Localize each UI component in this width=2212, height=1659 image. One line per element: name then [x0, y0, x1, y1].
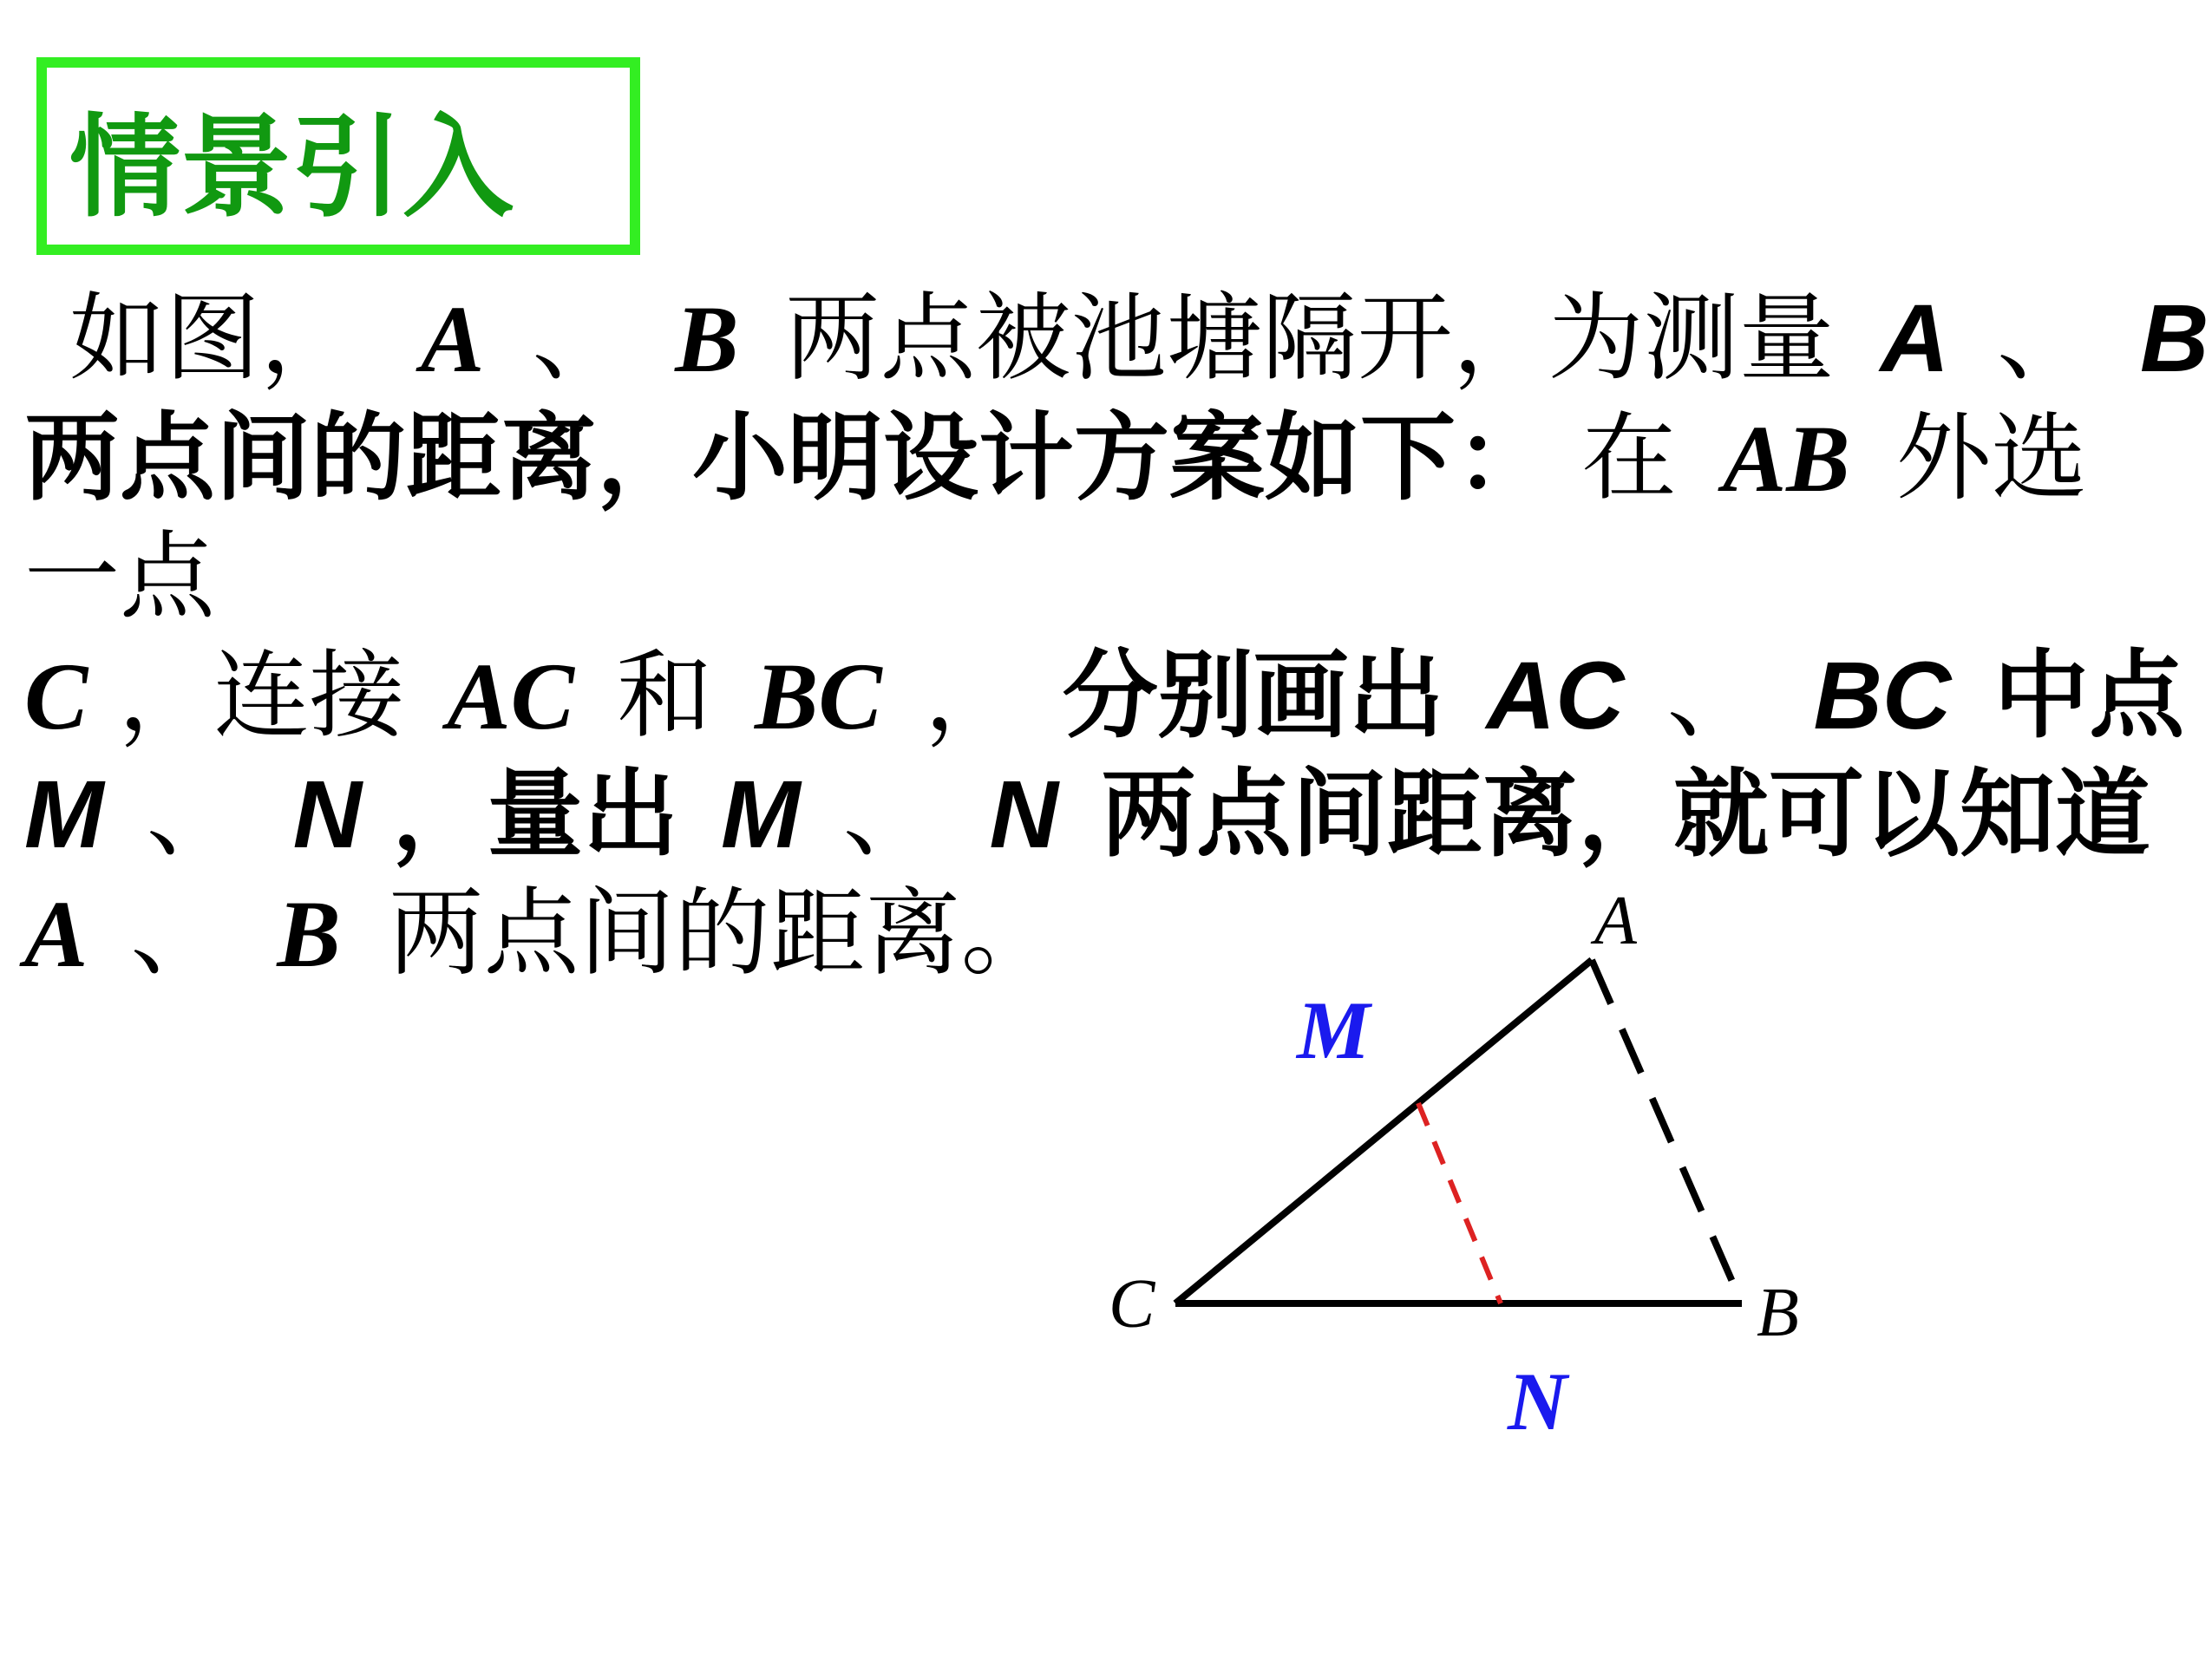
text-run: 、 — [130, 878, 226, 989]
text-run: 两点被池塘隔开，为测量 — [784, 283, 1835, 394]
segment-label: AB — [1722, 406, 1850, 512]
text-run: ， — [924, 640, 1020, 751]
text-run: 两点间的距离，小明设计方案如下： — [24, 402, 1551, 513]
text-run: 一点 — [24, 521, 215, 632]
slide-title: 情景引入 — [69, 103, 514, 232]
text-run: 在 — [1580, 402, 1677, 513]
segment-label: BC — [1813, 643, 1952, 749]
vertex-label-c: C — [1109, 1266, 1155, 1342]
text-run: 、 — [532, 283, 628, 394]
text-run: ，连接 — [118, 640, 405, 751]
point-label: B — [675, 286, 739, 392]
segment-label: BC — [755, 643, 882, 749]
point-label: B — [277, 881, 341, 987]
text-run: 两点间的距离。 — [388, 878, 1057, 989]
segment-ca — [1175, 960, 1592, 1303]
vertex-label-b: B — [1757, 1275, 1799, 1351]
text-run: 外选 — [1895, 402, 2087, 513]
segment-label: AC — [447, 643, 575, 749]
point-label: A — [420, 286, 485, 392]
point-label: A — [1880, 285, 1950, 392]
text-run: 中点 — [1993, 640, 2185, 751]
midpoint-label-n: N — [1508, 1355, 1567, 1447]
point-label: M — [720, 761, 801, 868]
text-run: 如图， — [69, 283, 356, 394]
midline-mn-dashed — [1418, 1103, 1501, 1303]
text-run: 、 — [842, 759, 939, 870]
point-label: C — [24, 643, 88, 749]
segment-label: AC — [1486, 643, 1625, 749]
vertex-label-a: A — [1594, 883, 1637, 959]
point-label: B — [2139, 285, 2209, 392]
segment-ab-dashed — [1592, 960, 1742, 1303]
point-label: A — [24, 881, 88, 987]
text-run: 两点间距离，就可以知道 — [1100, 759, 2150, 870]
text-run: ，量出 — [392, 759, 678, 870]
text-run: 和 — [617, 640, 713, 751]
text-run: 分别画出 — [1062, 640, 1444, 751]
point-label: M — [24, 761, 104, 868]
text-run: 、 — [146, 759, 242, 870]
point-label: N — [989, 761, 1058, 868]
text-run: 、 — [1666, 640, 1763, 751]
text-run: 、 — [1997, 283, 2093, 394]
midpoint-label-m: M — [1297, 984, 1371, 1076]
point-label: N — [292, 761, 363, 868]
